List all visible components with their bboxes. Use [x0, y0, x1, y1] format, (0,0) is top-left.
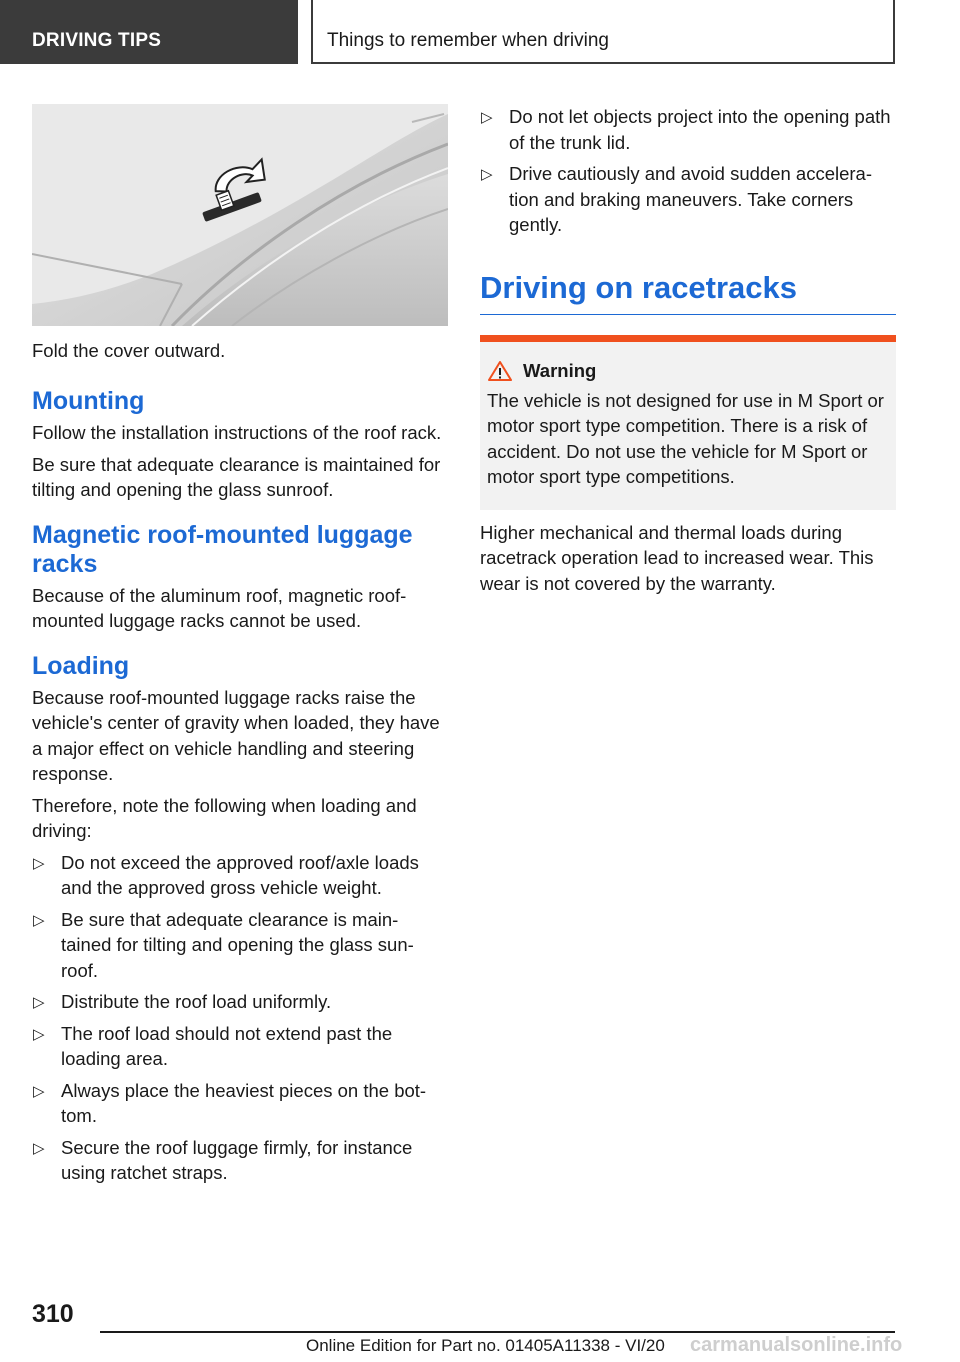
photo-caption: Fold the cover outward.: [32, 340, 226, 361]
warning-box: [480, 335, 896, 510]
racetrack-paragraph: Higher mechanical and thermal loads during racetrack operation lead to increased wear. This wear is not covered by the warranty.: [480, 521, 874, 594]
list-item: ▷ Always place the heaviest pieces on the bot-tom.: [33, 1079, 427, 1126]
list-item: ▷ Secure the roof luggage firmly, for instance using ratchet straps.: [33, 1136, 413, 1183]
warning-header: [487, 360, 888, 382]
bullet-triangle-icon: ▷: [33, 1139, 45, 1157]
warning-triangle-icon: [487, 360, 513, 382]
list-item: ▷ Drive cautiously and avoid sudden accelera-tion and braking maneuvers. Take corners gently.: [481, 163, 873, 235]
watermark: carmanualsonline.info: [690, 1334, 903, 1356]
bullet-triangle-icon: ▷: [33, 1082, 45, 1100]
bullet-triangle-icon: ▷: [33, 911, 45, 929]
right-column: [480, 104, 896, 596]
loading-paragraph-2: Therefore, note the following when loading and driving:: [32, 794, 417, 841]
list-item: ▷ Be sure that adequate clearance is main-tained for tilting and opening the glass sun-roof.: [33, 908, 414, 981]
mounting-paragraph-2: Be sure that adequate clearance is maintained for tilting and opening the glass sunroof.: [32, 453, 441, 500]
bullet-triangle-icon: ▷: [33, 1025, 45, 1043]
chapter-header: [311, 0, 895, 64]
bullet-triangle-icon: ▷: [33, 994, 45, 1011]
mounting-paragraph-1: Follow the installation instructions of the roof rack.: [32, 422, 442, 443]
section-label: DRIVING TIPS: [32, 30, 162, 51]
section-tab: [0, 0, 298, 64]
footer-edition: Online Edition for Part no. 01405A11338 - VI/20: [306, 1336, 665, 1355]
footer-divider: [100, 1331, 895, 1333]
roof-cover-photo: [32, 104, 448, 326]
chapter-title: Things to remember when driving: [327, 30, 609, 51]
heading-racetracks: Driving on racetracks: [480, 270, 896, 315]
bullet-triangle-icon: ▷: [481, 109, 493, 126]
heading-loading: Loading: [32, 651, 130, 680]
warning-title: Warning: [523, 359, 597, 381]
page-number: 310: [32, 1300, 74, 1328]
warning-text: The vehicle is not designed for use in M Sport or motor sport type competition. There is a risk of accident. Do not use the vehicle for M Sport or motor sport type competitions.: [487, 389, 884, 487]
bullet-triangle-icon: ▷: [33, 854, 45, 872]
loading-paragraph-1: Because roof-mounted luggage racks raise the vehicle's center of gravity when loaded, they have a major effect on vehicle handling and steering response.: [32, 686, 440, 784]
list-item: ▷ Distribute the roof load uniformly.: [32, 989, 448, 1015]
driving-list: [480, 104, 896, 238]
list-item: ▷ Do not exceed the approved roof/axle loads and the approved gross vehicle weight.: [33, 851, 419, 898]
heading-mounting: Mounting: [32, 387, 145, 415]
list-item: ▷ Do not let objects project into the opening path of the trunk lid.: [481, 106, 891, 153]
bullet-triangle-icon: ▷: [481, 166, 493, 183]
list-item: ▷ The roof load should not extend past the loading area.: [33, 1022, 393, 1069]
magnetic-paragraph: Because of the aluminum roof, magnetic roof-mounted luggage racks cannot be used.: [32, 584, 407, 631]
heading-magnetic-racks: Magnetic roof-mounted luggage racks: [32, 520, 413, 578]
loading-list: [32, 850, 448, 1186]
left-column: [32, 104, 448, 1192]
